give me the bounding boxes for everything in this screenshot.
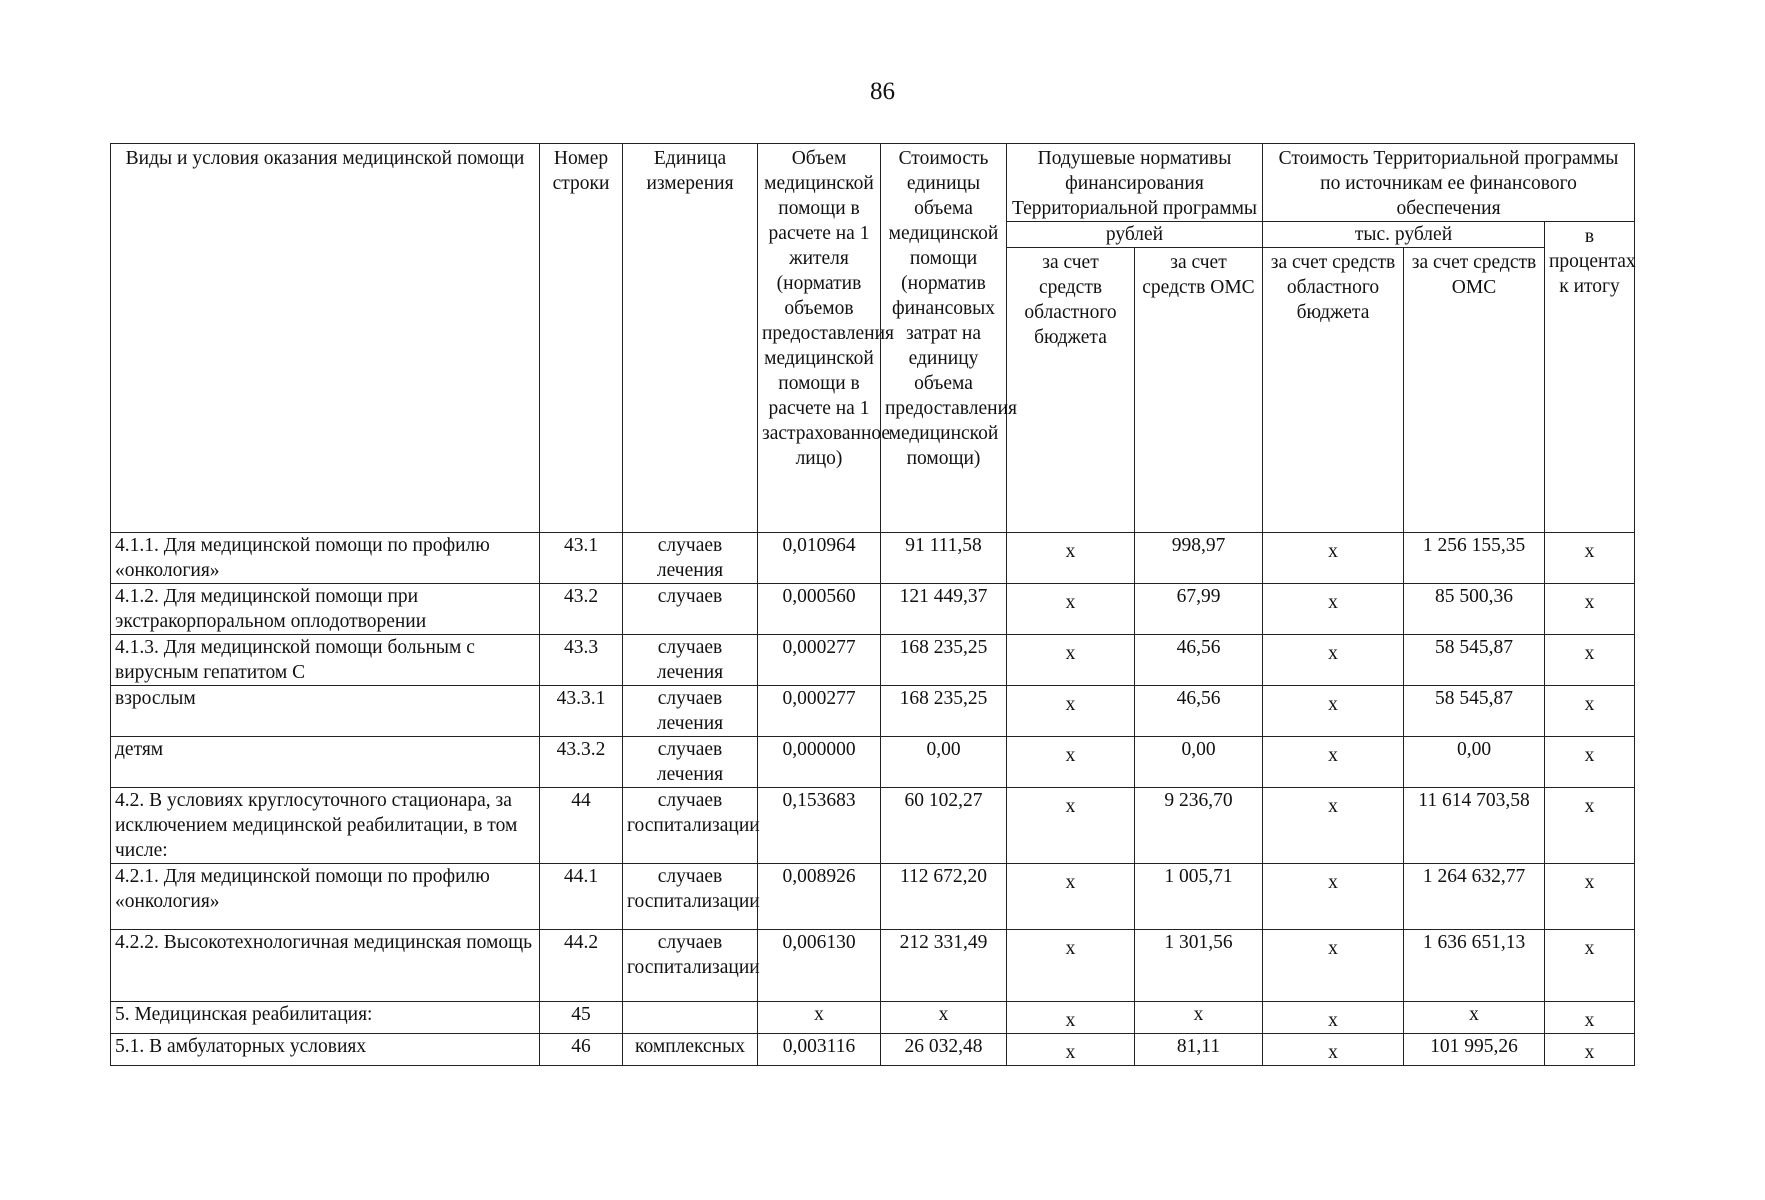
cell-no: 46: [540, 1034, 623, 1066]
cell-pc-oms: 46,56: [1135, 686, 1263, 737]
cell-unit: случаев госпитализации: [623, 788, 758, 864]
header-cost-oms: за счет средств ОМС: [1404, 248, 1545, 533]
cell-tc-budget: х: [1263, 864, 1404, 930]
cell-volume: 0,000277: [758, 686, 881, 737]
cell-unit: случаев: [623, 584, 758, 635]
cell-pct: х: [1545, 930, 1635, 1002]
cell-name: 4.2.2. Высокотехнологичная медицинская помощь: [111, 930, 540, 1002]
cell-cost: х: [881, 1002, 1007, 1034]
table-row: [111, 864, 1635, 930]
cell-tc-budget: х: [1263, 584, 1404, 635]
cell-volume: 0,000277: [758, 635, 881, 686]
cell-volume: 0,003116: [758, 1034, 881, 1066]
cell-tc-oms: 58 545,87: [1404, 635, 1545, 686]
cell-pct: х: [1545, 686, 1635, 737]
cell-tc-oms: 85 500,36: [1404, 584, 1545, 635]
page-number: 86: [870, 78, 895, 105]
table-row: [111, 635, 1635, 686]
cell-pc-budget: х: [1007, 686, 1135, 737]
header-cost: Стоимость единицы объема медицинской помощи (норматив финансовых затрат на единицу объема предоставления медицинской помощи): [881, 144, 1007, 533]
cell-no: 45: [540, 1002, 623, 1034]
cell-pc-budget: х: [1007, 788, 1135, 864]
cell-cost: 112 672,20: [881, 864, 1007, 930]
cell-pc-budget: х: [1007, 864, 1135, 930]
header-per-capita: Подушевые нормативы финансирования Территориальной программы: [1007, 144, 1263, 222]
cell-unit: случаев госпитализации: [623, 864, 758, 930]
header-cost-budget: за счет средств областного бюджета: [1263, 248, 1404, 533]
cell-tc-budget: х: [1263, 1002, 1404, 1034]
cell-pct: х: [1545, 788, 1635, 864]
cell-no: 43.3: [540, 635, 623, 686]
cell-tc-budget: х: [1263, 635, 1404, 686]
cell-pc-oms: 1 301,56: [1135, 930, 1263, 1002]
header-unit: Единица измерения: [623, 144, 758, 533]
cell-pc-budget: х: [1007, 1034, 1135, 1066]
cell-cost: 60 102,27: [881, 788, 1007, 864]
header-per-capita-oms: за счет средств ОМС: [1135, 248, 1263, 533]
cell-pc-oms: 1 005,71: [1135, 864, 1263, 930]
cell-pc-budget: х: [1007, 533, 1135, 584]
cell-volume: 0,010964: [758, 533, 881, 584]
cell-unit: случаев лечения: [623, 635, 758, 686]
cell-cost: 91 111,58: [881, 533, 1007, 584]
cell-tc-budget: х: [1263, 930, 1404, 1002]
header-row-no: Номер строки: [540, 144, 623, 533]
cell-pc-oms: 81,11: [1135, 1034, 1263, 1066]
cell-tc-budget: х: [1263, 737, 1404, 788]
cell-tc-oms: 58 545,87: [1404, 686, 1545, 737]
cell-unit: комплексных: [623, 1034, 758, 1066]
cell-tc-oms: 101 995,26: [1404, 1034, 1545, 1066]
cell-pc-oms: х: [1135, 1002, 1263, 1034]
cell-tc-oms: 1 264 632,77: [1404, 864, 1545, 930]
table-row: [111, 788, 1635, 864]
cell-pct: х: [1545, 1034, 1635, 1066]
table-row: [111, 737, 1635, 788]
cell-pc-budget: х: [1007, 584, 1135, 635]
cell-tc-oms: 1 636 651,13: [1404, 930, 1545, 1002]
cell-unit: случаев лечения: [623, 737, 758, 788]
cell-pct: х: [1545, 737, 1635, 788]
cell-pct: х: [1545, 864, 1635, 930]
cell-volume: 0,153683: [758, 788, 881, 864]
cell-pct: х: [1545, 635, 1635, 686]
cell-pc-budget: х: [1007, 635, 1135, 686]
cell-unit: [623, 1002, 758, 1034]
table-row: [111, 584, 1635, 635]
cell-tc-budget: х: [1263, 1034, 1404, 1066]
cell-name: 4.1.3. Для медицинской помощи больным с вирусным гепатитом С: [111, 635, 540, 686]
table-row: [111, 1034, 1635, 1066]
cell-name: 5. Медицинская реабилитация:: [111, 1002, 540, 1034]
cell-name: 4.1.1. Для медицинской помощи по профилю «онкология»: [111, 533, 540, 584]
cell-pc-budget: х: [1007, 1002, 1135, 1034]
cell-volume: 0,000560: [758, 584, 881, 635]
cell-pc-oms: 0,00: [1135, 737, 1263, 788]
cell-tc-oms: 0,00: [1404, 737, 1545, 788]
cell-name: 4.2. В условиях круглосуточного стационара, за исключением медицинской реабилитации, в том числе:: [111, 788, 540, 864]
cell-pc-budget: х: [1007, 737, 1135, 788]
table-row: [111, 930, 1635, 1002]
cell-name: детям: [111, 737, 540, 788]
header-percent: в процентах к итогу: [1545, 222, 1635, 533]
header-thousand-rubles: тыс. рублей: [1263, 222, 1545, 248]
table-row: [111, 533, 1635, 584]
cell-no: 43.1: [540, 533, 623, 584]
financing-table: [110, 143, 1635, 1066]
cell-pc-oms: 9 236,70: [1135, 788, 1263, 864]
cell-cost: 168 235,25: [881, 635, 1007, 686]
cell-pct: х: [1545, 1002, 1635, 1034]
cell-volume: 0,008926: [758, 864, 881, 930]
cell-tc-budget: х: [1263, 533, 1404, 584]
cell-no: 44.1: [540, 864, 623, 930]
cell-cost: 212 331,49: [881, 930, 1007, 1002]
cell-tc-oms: х: [1404, 1002, 1545, 1034]
cell-cost: 26 032,48: [881, 1034, 1007, 1066]
table-row: [111, 686, 1635, 737]
cell-pc-oms: 46,56: [1135, 635, 1263, 686]
cell-cost: 168 235,25: [881, 686, 1007, 737]
cell-pc-oms: 998,97: [1135, 533, 1263, 584]
cell-pct: х: [1545, 533, 1635, 584]
cell-unit: случаев лечения: [623, 686, 758, 737]
cell-name: 4.2.1. Для медицинской помощи по профилю «онкология»: [111, 864, 540, 930]
cell-no: 44.2: [540, 930, 623, 1002]
cell-tc-oms: 1 256 155,35: [1404, 533, 1545, 584]
cell-pct: х: [1545, 584, 1635, 635]
header-rubles: рублей: [1007, 222, 1263, 248]
cell-unit: случаев госпитализации: [623, 930, 758, 1002]
cell-volume: х: [758, 1002, 881, 1034]
cell-volume: 0,006130: [758, 930, 881, 1002]
cell-volume: 0,000000: [758, 737, 881, 788]
cell-name: взрослым: [111, 686, 540, 737]
header-kind: Виды и условия оказания медицинской помощи: [111, 144, 540, 533]
header-per-capita-budget: за счет средств областного бюджета: [1007, 248, 1135, 533]
cell-name: 4.1.2. Для медицинской помощи при экстракорпоральном оплодотворении: [111, 584, 540, 635]
cell-tc-budget: х: [1263, 686, 1404, 737]
header-program-cost: Стоимость Территориальной программы по источникам ее финансового обеспечения: [1263, 144, 1635, 222]
header-volume: Объем медицинской помощи в расчете на 1 жителя (норматив объемов предоставления медицинской помощи в расчете на 1 застрахованное лицо): [758, 144, 881, 533]
table-row: [111, 1002, 1635, 1034]
cell-unit: случаев лечения: [623, 533, 758, 584]
cell-tc-budget: х: [1263, 788, 1404, 864]
cell-pc-oms: 67,99: [1135, 584, 1263, 635]
cell-name: 5.1. В амбулаторных условиях: [111, 1034, 540, 1066]
cell-cost: 121 449,37: [881, 584, 1007, 635]
cell-no: 43.2: [540, 584, 623, 635]
cell-no: 44: [540, 788, 623, 864]
cell-tc-oms: 11 614 703,58: [1404, 788, 1545, 864]
cell-pc-budget: х: [1007, 930, 1135, 1002]
cell-no: 43.3.1: [540, 686, 623, 737]
cell-cost: 0,00: [881, 737, 1007, 788]
cell-no: 43.3.2: [540, 737, 623, 788]
